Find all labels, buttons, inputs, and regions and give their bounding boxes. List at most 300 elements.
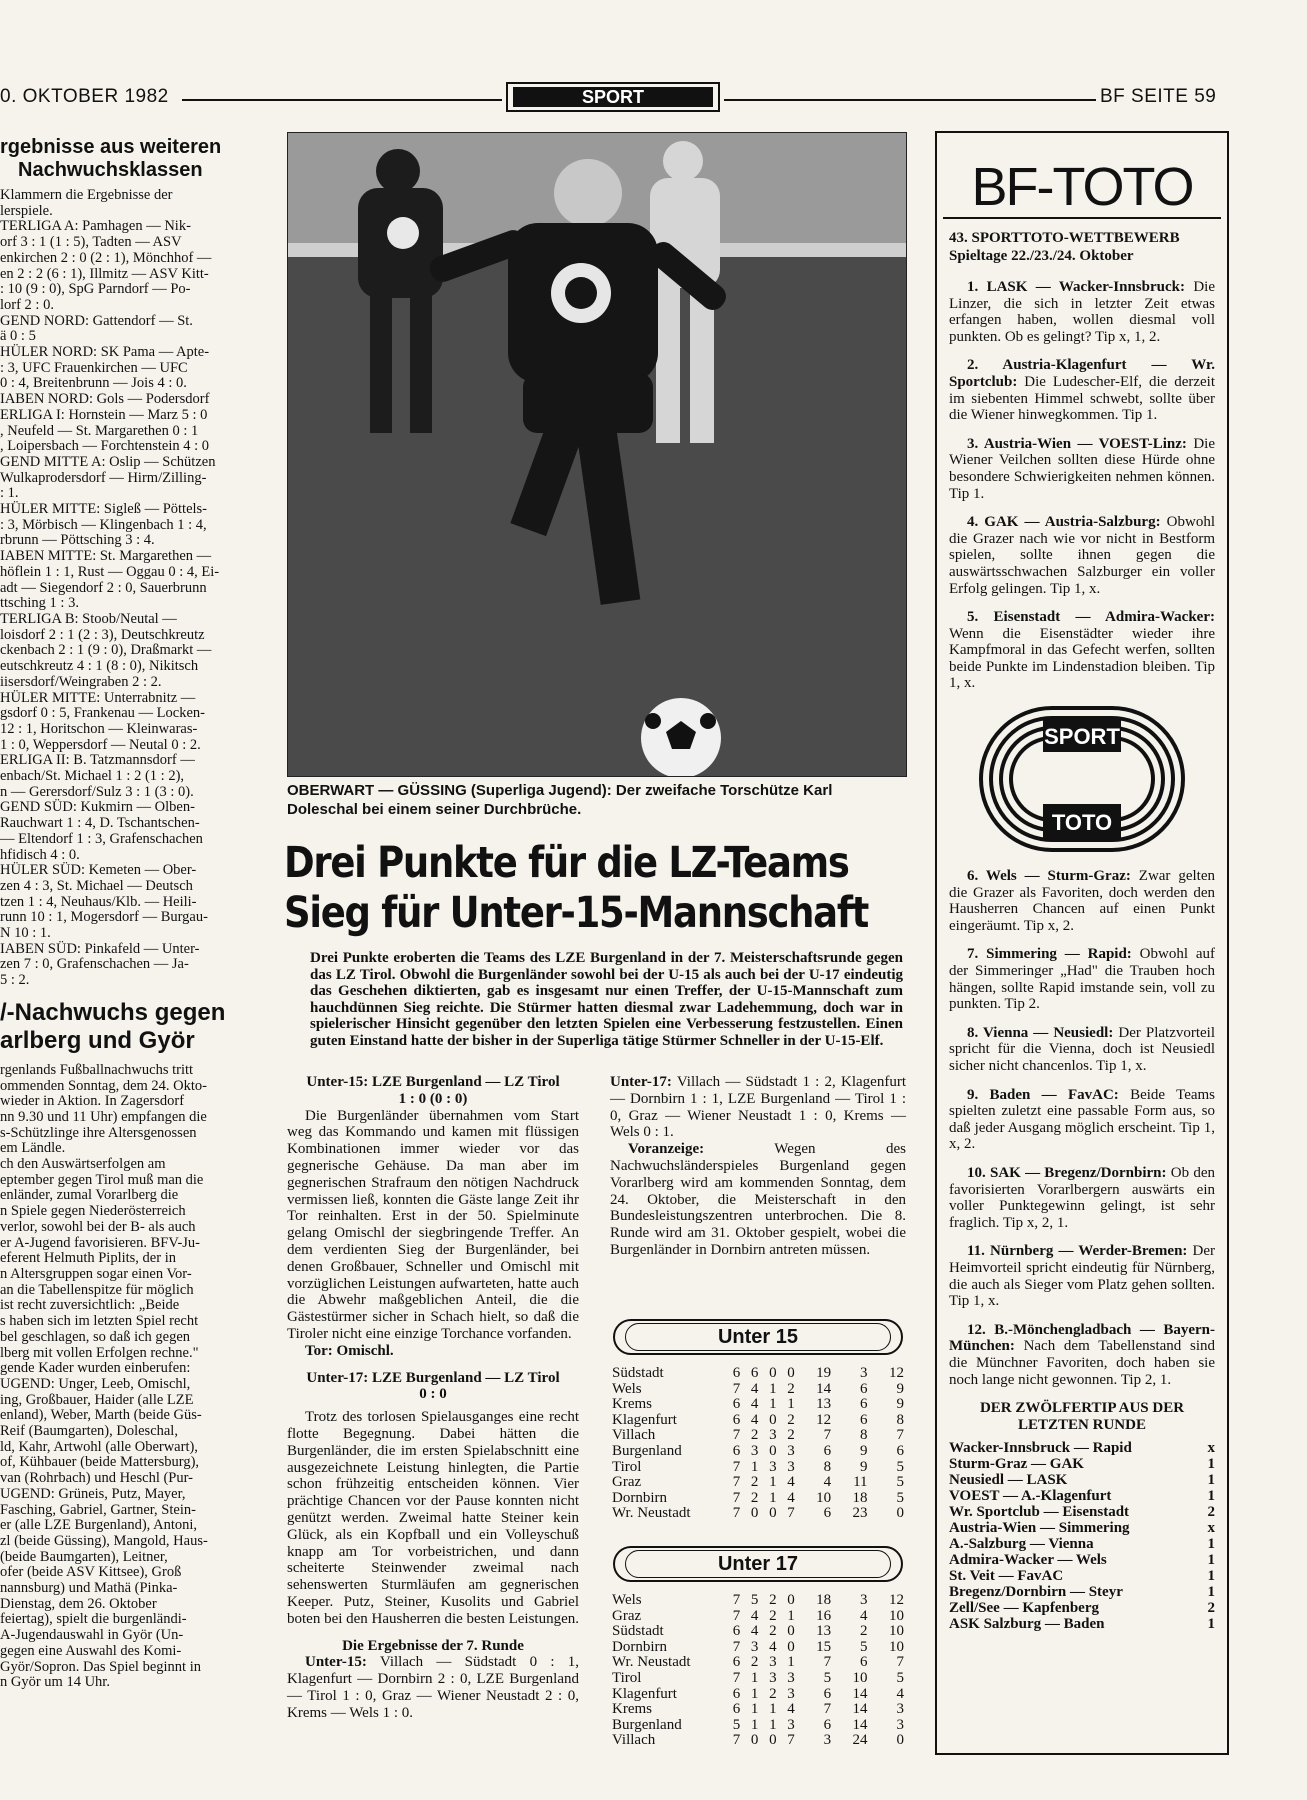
match-photo xyxy=(287,132,907,777)
toto-tip xyxy=(949,1165,1215,1231)
toto-tip-match: 12. B.-Mönchengladbach — Bayern-München: xyxy=(949,1321,1215,1355)
article-line: ommenden Sonntag, dem 24. Okto- xyxy=(0,1077,208,1094)
u15-scorer: Tor: Omischl. xyxy=(305,1342,394,1359)
stat-cell: 10 xyxy=(889,1607,904,1624)
last-round-row xyxy=(949,1552,1215,1568)
stat-cell: 0 xyxy=(769,1732,777,1749)
stat-cell: 7 xyxy=(823,1654,832,1671)
stat-cell: 6 xyxy=(732,1365,741,1381)
toto-tip-text: Obwohl die Grazer nach wie vor nicht in Bestform spielen, sollte ihnen gegen die auswärtsschwachen Salzburger ein voller Erfolg gelingen. Tip 1, x. xyxy=(949,514,1215,597)
table-row xyxy=(612,1609,904,1625)
article-line: ch den Auswärtserfolgen am xyxy=(0,1156,166,1173)
result-line: 12 : 1, Horitschon — Kleinwaras- xyxy=(0,720,198,737)
stat-cell: 5 xyxy=(750,1592,759,1608)
article-line: gegen eine Auswahl des Komi- xyxy=(0,1642,182,1659)
stat-cell: 2 xyxy=(769,1607,777,1624)
team-cell: Dornbirn xyxy=(612,1638,667,1655)
article-line: Fasching, Gabriel, Gartner, Stein- xyxy=(0,1501,196,1518)
stat-cell: 10 xyxy=(889,1638,904,1655)
stat-cell: 12 xyxy=(889,1592,904,1608)
youth-article xyxy=(0,1063,272,1691)
preview-label: Voranzeige: xyxy=(628,1141,705,1158)
stat-cell: 0 xyxy=(787,1638,795,1655)
u15-table-title: Unter 15 xyxy=(625,1323,890,1351)
stat-cell: 1 xyxy=(750,1458,759,1475)
stat-cell: 3 xyxy=(769,1427,777,1444)
main-headline-line-1: Drei Punkte für die LZ-Teams xyxy=(284,838,849,888)
result-line: GEND SÜD: Kukmirn — Olben- xyxy=(0,799,195,816)
toto-tips-top xyxy=(949,279,1215,692)
article-line: ld, Kahr, Artwohl (alle Oberwart), xyxy=(0,1438,198,1455)
result-line: , Neufeld — St. Margarethen 0 : 1 xyxy=(0,422,199,439)
stat-cell: 0 xyxy=(750,1732,759,1749)
page-number: BF SEITE 59 xyxy=(1100,86,1217,107)
stat-cell: 3 xyxy=(860,1592,868,1608)
toto-title-frame xyxy=(943,157,1221,219)
team-cell: Krems xyxy=(612,1396,652,1413)
toto-dates: Spieltage 22./23./24. Oktober xyxy=(949,248,1134,264)
toto-tip xyxy=(949,514,1215,597)
result-line: orf 3 : 1 (1 : 5), Tadten — ASV xyxy=(0,234,182,251)
stat-cell: 5 xyxy=(896,1669,904,1686)
results-u15-label: Unter-15: xyxy=(305,1654,367,1671)
stat-cell: 3 xyxy=(787,1442,795,1459)
stat-cell: 4 xyxy=(750,1623,759,1640)
article-line: nn 9.30 und 11 Uhr) empfangen die xyxy=(0,1108,207,1125)
stat-cell: 1 xyxy=(769,1396,777,1413)
team-cell: Klagenfurt xyxy=(612,1411,677,1428)
stat-cell: 2 xyxy=(769,1592,777,1608)
stat-cell: 3 xyxy=(769,1654,777,1671)
stat-cell: 6 xyxy=(732,1654,741,1671)
team-cell: Burgenland xyxy=(612,1442,682,1459)
last-round-tip: 1 xyxy=(1207,1456,1215,1473)
stat-cell: 6 xyxy=(732,1396,741,1413)
stat-cell: 0 xyxy=(769,1411,777,1428)
toto-subtitle: 43. SPORTTOTO-WETTBEWERB xyxy=(949,230,1180,246)
toto-tip-match: 2. Austria-Klagenfurt — Wr. Sportclub: xyxy=(949,357,1215,390)
stat-cell: 2 xyxy=(769,1685,777,1702)
toto-tip-text: Die Linzer, die sich in letzter Zeit etwas erfangen haben, wollen diesmal voll punkten. Ob es gelingt? Tip x, 1, 2. xyxy=(949,279,1215,345)
table-row xyxy=(612,1733,904,1749)
stat-cell: 4 xyxy=(750,1396,759,1413)
stat-cell: 1 xyxy=(750,1669,759,1686)
stat-cell: 1 xyxy=(769,1489,777,1506)
team-cell: Dornbirn xyxy=(612,1489,667,1506)
stat-cell: 1 xyxy=(787,1654,795,1671)
result-line: ckenbach 2 : 1 (9 : 0), Draßmarkt — xyxy=(0,642,212,659)
stat-cell: 8 xyxy=(860,1427,868,1444)
last-round-match: Bregenz/Dornbirn — Steyr xyxy=(949,1584,1123,1601)
table-row xyxy=(612,1428,904,1444)
stat-cell: 0 xyxy=(787,1623,795,1640)
last-round-match: Zell/See — Kapfenberg xyxy=(949,1600,1099,1617)
results-headline-line: rgebnisse aus weiteren xyxy=(0,136,222,158)
results-round-head: Die Ergebnisse der 7. Runde xyxy=(342,1637,524,1654)
team-cell: Wels xyxy=(612,1380,642,1397)
stat-cell: 1 xyxy=(750,1685,759,1702)
stat-cell: 4 xyxy=(769,1638,777,1655)
stat-cell: 7 xyxy=(732,1505,741,1522)
stat-cell: 1 xyxy=(769,1701,777,1718)
last-round-match: A.-Salzburg — Vienna xyxy=(949,1536,1094,1553)
stat-cell: 2 xyxy=(769,1623,777,1640)
article-line: (beide Baumgarten), Leitner, xyxy=(0,1548,168,1565)
result-line: HÜLER NORD: SK Pama — Apte- xyxy=(0,344,210,361)
stat-cell: 6 xyxy=(823,1685,832,1702)
article-line: rgenlands Fußballnachwuchs tritt xyxy=(0,1061,194,1078)
result-line: HÜLER SÜD: Kemeten — Ober- xyxy=(0,862,197,879)
stat-cell: 18 xyxy=(852,1489,868,1506)
last-round-tip: 1 xyxy=(1207,1616,1215,1633)
result-line: n — Gerersdorf/Sulz 3 : 1 (3 : 0). xyxy=(0,783,194,800)
article-line: em Ländle. xyxy=(0,1140,66,1157)
stat-cell: 7 xyxy=(896,1427,904,1444)
results-u17-label: Unter-17: xyxy=(610,1074,672,1090)
result-line: enkirchen 2 : 0 (2 : 1), Mönchhof — xyxy=(0,249,212,266)
stat-cell: 13 xyxy=(816,1396,832,1413)
stat-cell: 7 xyxy=(732,1592,741,1608)
sport-toto-logo xyxy=(977,704,1187,854)
article-line: er (alle LZE Burgenland), Antoni, xyxy=(0,1517,198,1534)
last-round-match: Sturm-Graz — GAK xyxy=(949,1456,1084,1473)
stat-cell: 0 xyxy=(896,1732,904,1749)
result-line: 0 : 4, Breitenbrunn — Jois 4 : 0. xyxy=(0,375,187,392)
last-round-row xyxy=(949,1520,1215,1536)
stat-cell: 5 xyxy=(860,1638,868,1655)
stat-cell: 5 xyxy=(896,1458,904,1475)
table-row xyxy=(612,1413,904,1429)
stat-cell: 2 xyxy=(787,1411,795,1428)
results-column xyxy=(610,1074,906,1259)
stat-cell: 14 xyxy=(852,1716,868,1733)
header-rule-right xyxy=(724,99,1096,101)
stat-cell: 4 xyxy=(750,1380,759,1397)
result-line: höflein 1 : 1, Rust — Oggau 0 : 4, Ei- xyxy=(0,563,220,580)
stat-cell: 3 xyxy=(787,1669,795,1686)
stat-cell: 3 xyxy=(750,1442,759,1459)
table-row xyxy=(612,1671,904,1687)
last-round-row xyxy=(949,1472,1215,1488)
article-line: A-Jugendauswahl in Györ (Un- xyxy=(0,1627,184,1644)
stat-cell: 24 xyxy=(852,1732,868,1749)
result-line: TERLIGA B: Stoob/Neutal — xyxy=(0,610,177,627)
toto-tip xyxy=(949,1322,1215,1388)
stat-cell: 4 xyxy=(896,1685,904,1702)
stat-cell: 7 xyxy=(732,1458,741,1475)
u17-match-score: 0 : 0 xyxy=(419,1386,447,1403)
table-row xyxy=(612,1593,904,1609)
result-line: : 3, Mörbisch — Klingenbach 1 : 4, xyxy=(0,516,207,533)
stat-cell: 12 xyxy=(889,1365,904,1381)
stat-cell: 7 xyxy=(823,1427,832,1444)
u17-table-header xyxy=(613,1546,903,1582)
stat-cell: 1 xyxy=(750,1701,759,1718)
result-line: zen 7 : 0, Grafenschachen — Ja- xyxy=(0,956,189,973)
stat-cell: 5 xyxy=(823,1669,832,1686)
result-line: zen 4 : 3, St. Michael — Deutsch xyxy=(0,877,193,894)
u15-table-header xyxy=(613,1319,903,1355)
logo-toto-text: TOTO xyxy=(1051,810,1113,836)
stat-cell: 16 xyxy=(816,1607,832,1624)
article-line: enland), Weber, Marth (beide Güs- xyxy=(0,1407,202,1424)
result-line: : 1. xyxy=(0,485,19,502)
result-line: Klammern die Ergebnisse der xyxy=(0,187,173,203)
toto-tip-match: 5. Eisenstadt — Admira-Wacker: xyxy=(967,609,1215,626)
preview-text: Wegen des Nachwuchsländerspieles Burgenland gegen Vorarlberg wird am kommenden Sonntag, dem 24. Oktober, die Meisterschaft in den Bundesleistungszentren unterbrochen. Die 8. Runde wird am 31. Oktober gespielt, wobei die Burgenländer in Dornbirn antreten müssen. xyxy=(610,1141,906,1258)
stat-cell: 0 xyxy=(769,1365,777,1381)
youth-headline-line: /-Nachwuchs gegen xyxy=(0,998,226,1026)
toto-tip xyxy=(949,357,1215,423)
toto-tip xyxy=(949,868,1215,934)
stat-cell: 9 xyxy=(860,1442,868,1459)
stat-cell: 2 xyxy=(750,1474,759,1491)
result-line: IABEN MITTE: St. Margarethen — xyxy=(0,548,212,565)
last-round-tip: 1 xyxy=(1207,1584,1215,1601)
stat-cell: 3 xyxy=(787,1716,795,1733)
last-round-row xyxy=(949,1488,1215,1504)
stat-cell: 19 xyxy=(816,1365,832,1381)
result-line: HÜLER MITTE: Unterrabnitz — xyxy=(0,689,196,706)
result-line: Wulkaprodersdorf — Hirm/Zilling- xyxy=(0,469,207,486)
match-photo-image xyxy=(288,133,906,776)
stat-cell: 14 xyxy=(816,1380,832,1397)
last-round-title: DER ZWÖLFERTIP AUS DER LETZTEN RUNDE xyxy=(979,1400,1185,1434)
result-line: HÜLER MITTE: Sigleß — Pöttels- xyxy=(0,501,208,518)
toto-tip-text: Beide Teams spielten zuletzt eine passable Form aus, so daß jeder Ausgang möglich erscheint. Tip 1, x, 2. xyxy=(949,1086,1216,1153)
table-row xyxy=(612,1624,904,1640)
article-line: enländer, zumal Vorarlberg die xyxy=(0,1187,179,1204)
last-round-row xyxy=(949,1440,1215,1456)
stat-cell: 3 xyxy=(896,1716,904,1733)
result-line: eutschkreutz 4 : 1 (8 : 0), Nikitsch xyxy=(0,658,199,675)
stat-cell: 13 xyxy=(816,1623,832,1640)
team-cell: Südstadt xyxy=(612,1365,664,1381)
stat-cell: 3 xyxy=(823,1732,832,1749)
stat-cell: 7 xyxy=(732,1474,741,1491)
stat-cell: 7 xyxy=(787,1505,795,1522)
toto-tip-match: 10. SAK — Bregenz/Dornbirn: xyxy=(967,1164,1167,1181)
result-line: 1 : 0, Weppersdorf — Neutal 0 : 2. xyxy=(0,736,201,753)
last-round-row xyxy=(949,1456,1215,1472)
result-line: ERLIGA I: Hornstein — Marz 5 : 0 xyxy=(0,406,208,423)
u15-report: Die Burgenländer übernahmen vom Start weg das Kommando und kamen mit flüssigen Kombinationen immer wieder vor das gegnerische Gehäuse. Da man aber im gegnerischen Strafraum den nötigen Nachdruck vermissen ließ, konnten die Gäste lange Zeit ihr Tor reinhalten. Erst in der 50. Spielminute gelang Omischl der siegbringende Treffer. An dem verdienten Sieg der Burgenländer, bei denen Großbauer, Schneller und Omischl mit vorzüglichen Leistungen aufwarteten, hatte auch die Abwehr maßgeblichen Anteil, die die Gästestürmer sicher in Schach hielt, so daß die Tiroler nicht eine einzige Torchance vorfanden. xyxy=(287,1107,579,1342)
stat-cell: 10 xyxy=(889,1623,904,1640)
team-cell: Graz xyxy=(612,1474,642,1491)
result-line: Rauchwart 1 : 4, D. Tschantschen- xyxy=(0,815,200,832)
toto-tip-match: 4. GAK — Austria-Salzburg: xyxy=(967,514,1161,531)
u17-match-head: Unter-17: LZE Burgenland — LZ Tirol xyxy=(306,1369,560,1386)
stat-cell: 2 xyxy=(787,1380,795,1397)
last-round-match: Austria-Wien — Simmering xyxy=(949,1520,1130,1537)
article-line: van (Rohrbach) und Heschl (Pur- xyxy=(0,1470,193,1487)
last-round-match: Wr. Sportclub — Eisenstadt xyxy=(949,1504,1130,1521)
result-line: enbach/St. Michael 1 : 2 (1 : 2), xyxy=(0,768,185,785)
team-cell: Tirol xyxy=(612,1458,642,1475)
u17-standings-table xyxy=(612,1593,904,1749)
results-u17-text: Villach — Südstadt 1 : 2, Klagenfurt — Dornbirn 1 : 1, LZE Burgenland — Tirol 1 : 0, Graz — Wiener Neustadt 1 : 0, Krems — Wels 0 : 1. xyxy=(610,1074,906,1141)
table-row xyxy=(612,1397,904,1413)
stat-cell: 0 xyxy=(769,1505,777,1522)
stat-cell: 8 xyxy=(896,1411,904,1428)
toto-tip-match: 3. Austria-Wien — VOEST-Linz: xyxy=(967,435,1187,452)
stat-cell: 4 xyxy=(787,1474,795,1491)
stat-cell: 7 xyxy=(732,1732,741,1749)
toto-tip-match: 11. Nürnberg — Werder-Bremen: xyxy=(967,1243,1188,1260)
toto-tip-text: Obwohl auf der Simmeringer „Had" die Trauben hoch hängen, sollte Rapid imstande sein, voll zu punkten. Tip 2. xyxy=(949,946,1215,1013)
toto-tip-text: Die Wiener Veilchen sollten diese Hürde ohne besondere Schwierigkeiten nehmen können. Tip 1. xyxy=(949,435,1215,502)
section-label-box xyxy=(506,82,720,112)
stat-cell: 1 xyxy=(787,1396,795,1413)
table-row xyxy=(612,1687,904,1703)
header-rule-left xyxy=(182,99,502,101)
last-round-match: ASK Salzburg — Baden xyxy=(949,1616,1105,1633)
stat-cell: 7 xyxy=(732,1427,741,1444)
stat-cell: 3 xyxy=(896,1701,904,1718)
result-line: : 10 (9 : 0), SpG Parndorf — Po- xyxy=(0,281,191,298)
stat-cell: 0 xyxy=(787,1365,795,1381)
last-round-row xyxy=(949,1568,1215,1584)
stat-cell: 6 xyxy=(823,1442,832,1459)
section-label: SPORT xyxy=(513,87,713,107)
stat-cell: 12 xyxy=(816,1411,832,1428)
youth-headline xyxy=(0,999,272,1055)
stat-cell: 6 xyxy=(732,1685,741,1702)
stat-cell: 3 xyxy=(769,1669,777,1686)
stat-cell: 8 xyxy=(823,1458,832,1475)
stat-cell: 9 xyxy=(896,1380,904,1397)
table-row xyxy=(612,1702,904,1718)
stat-cell: 7 xyxy=(732,1638,741,1655)
last-round-row xyxy=(949,1616,1215,1632)
result-line: — Eltendorf 1 : 3, Grafenschachen xyxy=(0,830,203,847)
stat-cell: 3 xyxy=(787,1685,795,1702)
table-row xyxy=(612,1460,904,1476)
result-line: GEND NORD: Gattendorf — St. xyxy=(0,312,193,329)
toto-tip-text: Der Platzvorteil spricht für die Vienna, doch ist Neusiedl sicher nicht chancenlos. Tip 1, x. xyxy=(949,1024,1216,1074)
team-cell: Graz xyxy=(612,1607,642,1624)
stat-cell: 6 xyxy=(732,1623,741,1640)
result-line: ttsching 1 : 3. xyxy=(0,595,79,612)
toto-tip-text: Der Heimvorteil spricht eindeutig für Nürnberg, die auch als Sieger vom Platz gehen sollten. Tip 1, x. xyxy=(949,1243,1216,1310)
last-round-row xyxy=(949,1584,1215,1600)
last-round-match: St. Veit — FavAC xyxy=(949,1568,1064,1585)
toto-tip xyxy=(949,946,1215,1012)
stat-cell: 4 xyxy=(750,1607,759,1624)
stat-cell: 7 xyxy=(896,1654,904,1671)
last-round-match: VOEST — A.-Klagenfurt xyxy=(949,1488,1112,1505)
stat-cell: 4 xyxy=(787,1701,795,1718)
result-line: adt — Siegendorf 2 : 0, Sauerbrunn xyxy=(0,579,207,596)
team-cell: Krems xyxy=(612,1701,652,1718)
result-line: gsdorf 0 : 5, Frankenau — Locken- xyxy=(0,705,205,722)
last-round-row xyxy=(949,1536,1215,1552)
page-date: 0. OKTOBER 1982 xyxy=(0,86,169,107)
table-row xyxy=(612,1444,904,1460)
toto-tip-text: Die Ludescher-Elf, die derzeit im siebenten Himmel schwebt, sollte über die Wiener hinwegkommen. Tip 1. xyxy=(949,373,1215,424)
stat-cell: 1 xyxy=(769,1716,777,1733)
result-line: N 10 : 1. xyxy=(0,925,51,942)
team-cell: Villach xyxy=(612,1732,656,1749)
article-line: ofer (beide ASV Kittsee), Groß xyxy=(0,1564,182,1581)
toto-tip-text: Wenn die Eisenstädter wieder ihre Kampfmoral in das Gefecht werfen, sollten beide Punkte im Lindenstadion bleiben. Tip 1, x. xyxy=(949,625,1215,692)
results-headline xyxy=(0,136,272,182)
stat-cell: 7 xyxy=(732,1607,741,1624)
toto-tip-match: 1. LASK — Wacker-Innsbruck: xyxy=(967,279,1185,295)
stat-cell: 5 xyxy=(896,1489,904,1506)
stat-cell: 7 xyxy=(823,1701,832,1718)
last-round-tip: x xyxy=(1207,1440,1215,1457)
article-line: bel geschlagen, so daß ich gegen xyxy=(0,1328,191,1345)
table-row xyxy=(612,1655,904,1671)
last-round-tip: 1 xyxy=(1207,1488,1215,1505)
last-round-tip: 1 xyxy=(1207,1552,1215,1569)
table-row xyxy=(612,1382,904,1398)
stat-cell: 2 xyxy=(787,1427,795,1444)
table-row xyxy=(612,1506,904,1522)
stat-cell: 2 xyxy=(860,1623,868,1640)
results-headline-line: Nachwuchsklassen xyxy=(18,159,203,181)
toto-box xyxy=(935,131,1229,1755)
result-line: GEND MITTE A: Oslip — Schützen xyxy=(0,453,216,470)
lead-paragraph: Drei Punkte eroberten die Teams des LZE Burgenland in der 7. Meisterschaftsrunde gegen das LZ Tirol. Obwohl die Burgenländer sowohl bei der U-15 als auch bei der U-17 eindeutig das Geschehen diktierten, gab es insgesamt nur einen Treffer, der U-15-Mannschaft zum hauchdünnen Sieg reichte. Die Stürmer hatten diesmal zwar Ladehemmung, doch war in spielerischer Hinsicht gegenüber den letzten Spielen eine Verbesserung festzustellen. Einen guten Einstand hatte der bisher in der Superliga tätige Stürmer Schneller in der U-15-Elf. xyxy=(310,950,903,1049)
match-report xyxy=(287,1074,579,1721)
stat-cell: 7 xyxy=(732,1380,741,1397)
stat-cell: 4 xyxy=(823,1474,832,1491)
table-row xyxy=(612,1640,904,1656)
last-round-match: Neusiedl — LASK xyxy=(949,1472,1068,1489)
toto-tip-match: 6. Wels — Sturm-Graz: xyxy=(967,868,1131,885)
stat-cell: 10 xyxy=(852,1669,868,1686)
stat-cell: 4 xyxy=(750,1411,759,1428)
result-line: hfidisch 4 : 0. xyxy=(0,846,80,863)
last-round-tip: 2 xyxy=(1207,1600,1215,1617)
stat-cell: 2 xyxy=(750,1654,759,1671)
stat-cell: 5 xyxy=(896,1474,904,1491)
stat-cell: 3 xyxy=(769,1458,777,1475)
article-line: UGEND: Unger, Leeb, Omischl, xyxy=(0,1375,191,1392)
table-row xyxy=(612,1366,904,1382)
toto-tip xyxy=(949,1243,1215,1309)
result-line: 5 : 2. xyxy=(0,972,30,989)
last-round-match: Wacker-Innsbruck — Rapid xyxy=(949,1440,1132,1457)
stat-cell: 6 xyxy=(860,1396,868,1413)
toto-tip xyxy=(949,279,1215,345)
article-line: ist recht zuversichtlich: „Beide xyxy=(0,1297,180,1314)
table-row xyxy=(612,1718,904,1734)
team-cell: Wr. Neustadt xyxy=(612,1654,691,1671)
result-line: en 2 : 2 (6 : 1), Illmitz — ASV Kitt- xyxy=(0,265,209,282)
stat-cell: 6 xyxy=(732,1411,741,1428)
main-headline xyxy=(284,838,869,938)
article-line: s haben sich im letzten Spiel recht xyxy=(0,1313,199,1330)
stat-cell: 6 xyxy=(860,1654,868,1671)
stat-cell: 14 xyxy=(852,1685,868,1702)
toto-tip-match: 7. Simmering — Rapid: xyxy=(967,946,1132,963)
stat-cell: 1 xyxy=(769,1380,777,1397)
stat-cell: 0 xyxy=(769,1442,777,1459)
last-round-tip: 1 xyxy=(1207,1536,1215,1553)
u17-report: Trotz des torlosen Spielausganges eine recht flotte Begegnung. Dabei hätten die Burgenländer, die im ersten Spielabschnitt eine ausgezeichnete Leistung hinlegten, die Partie schon frühzeitig entscheiden können. Vier prächtige Chancen vor der Pause konnten nicht genützt werden. Zweimal hatte Steiner kein Glück, als ein Kopfball und ein Volleyschuß knapp am Tor vorbeistrichen, und dann scheiterte Steinwender zweimal nach sehenswerten Sturmläufen am gegnerischen Keeper. Putz, Steiner, Kusolits und Gabriel boten bei den Hausherren die besten Leistungen. xyxy=(287,1409,579,1627)
result-line: TERLIGA A: Pamhagen — Nik- xyxy=(0,218,191,235)
stat-cell: 10 xyxy=(816,1489,832,1506)
last-round-tip: 2 xyxy=(1207,1504,1215,1521)
stat-cell: 14 xyxy=(852,1701,868,1718)
team-cell: Klagenfurt xyxy=(612,1685,677,1702)
article-line: n Györ um 14 Uhr. xyxy=(0,1674,110,1691)
stat-cell: 23 xyxy=(852,1505,868,1522)
result-line: tzen 1 : 4, Neuhaus/Klb. — Heili- xyxy=(0,893,197,910)
